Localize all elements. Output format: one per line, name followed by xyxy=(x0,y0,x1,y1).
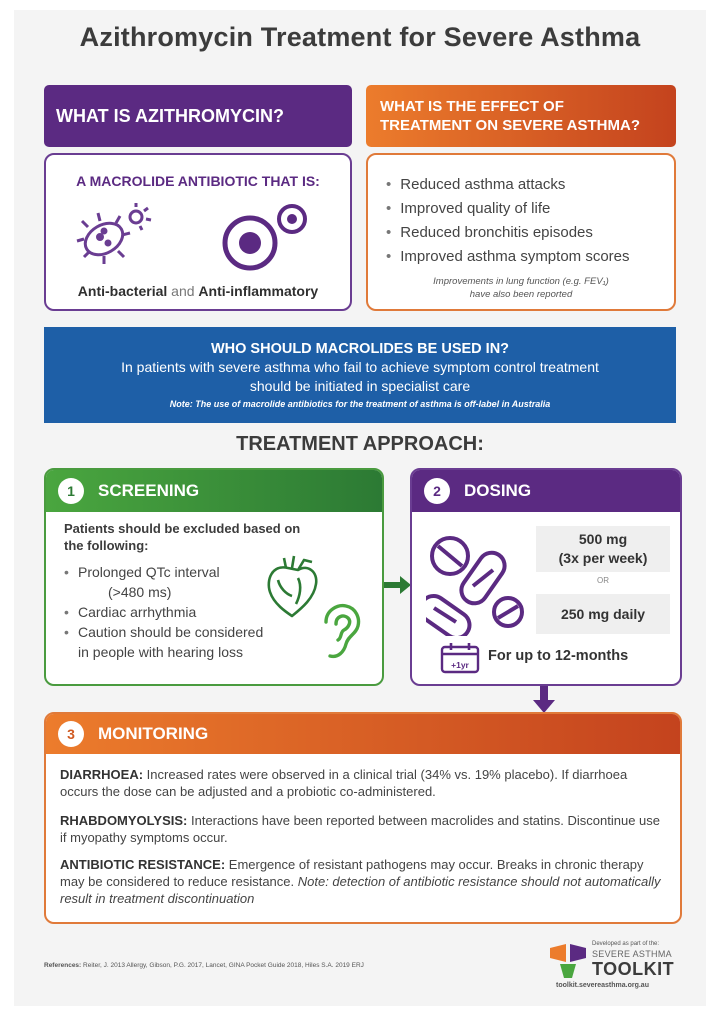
logo-brand-line1: SEVERE ASTHMA xyxy=(592,949,672,959)
dosing-title: DOSING xyxy=(464,481,532,500)
page-title: Azithromycin Treatment for Severe Asthma xyxy=(79,22,641,52)
dose-duration: For up to 12-months xyxy=(488,648,629,664)
anti-inflammatory-label: Anti-inflammatory xyxy=(198,283,319,299)
who-banner xyxy=(44,327,676,423)
lung-function-note-line2: have also been reported xyxy=(469,289,573,300)
list-item: • Improved asthma symptom scores xyxy=(386,245,630,269)
who-line2: should be initiated in specialist care xyxy=(249,378,471,394)
or-separator: OR xyxy=(597,576,609,585)
antibiotic-resistance-paragraph xyxy=(60,856,668,907)
step-number-badge: 1 xyxy=(58,478,84,504)
inflammatory-cells-icon xyxy=(216,203,316,273)
bacteria-icon xyxy=(74,201,154,271)
treatment-approach-title: TREATMENT APPROACH: xyxy=(236,433,484,455)
effect-list xyxy=(386,173,630,269)
calendar-label: +1yr xyxy=(451,660,469,670)
effect-heading-line1: WHAT IS THE EFFECT OF xyxy=(380,98,564,115)
effect-heading xyxy=(366,85,676,147)
dose-option-1 xyxy=(536,526,670,572)
toolkit-logo-icon xyxy=(548,942,588,980)
list-item-line2: in people with hearing loss xyxy=(78,644,243,660)
what-is-panel xyxy=(44,153,352,311)
who-title: WHO SHOULD MACROLIDES BE USED IN? xyxy=(210,341,510,357)
references-text: Reiter, J. 2013 Allergy, Gibson, P.G. 2017, Lancet, GINA Pocket Guide 2018, Hiles S.A. 2019 ERJ xyxy=(81,962,364,969)
list-item xyxy=(64,622,263,662)
logo-url: toolkit.severeasthma.org.au xyxy=(556,982,649,989)
pills-icon xyxy=(426,530,530,636)
dosing-panel xyxy=(410,468,682,686)
rhabdomyolysis-label: RHABDOMYOLYSIS: xyxy=(60,813,188,828)
heart-icon xyxy=(262,554,322,618)
arrow-right-icon xyxy=(384,574,412,596)
screening-intro-line1: Patients should be excluded based on xyxy=(64,521,301,536)
lung-function-note xyxy=(368,275,674,301)
diarrhoea-text: Increased rates were observed in a clinical trial (34% vs. 19% placebo). If diarrhoea occurs the dose can be adjusted and a probiotic co-administered. xyxy=(60,767,628,799)
diarrhoea-paragraph xyxy=(60,766,668,800)
effect-panel xyxy=(366,153,676,311)
list-item-detail: (>480 ms) xyxy=(108,584,172,600)
dosing-heading xyxy=(412,470,680,512)
dose-option-2: 250 mg daily xyxy=(536,594,670,634)
list-item-line1: • Caution should be considered xyxy=(78,624,264,640)
diarrhoea-label: DIARRHOEA: xyxy=(60,767,144,782)
effect-heading-line2: TREATMENT ON SEVERE ASTHMA? xyxy=(380,117,641,134)
list-item: • Reduced bronchitis episodes xyxy=(386,221,630,245)
step-number-badge: 3 xyxy=(58,721,84,747)
lung-function-note-line1: Improvements in lung function (e.g. FEV₁) xyxy=(433,276,609,287)
references-label: References: xyxy=(44,962,82,969)
logo-developed-text: Developed as part of the: xyxy=(592,941,660,947)
rhabdomyolysis-text: Interactions have been reported between macrolides and statins. Discontinue use if myopathy symptoms occur. xyxy=(60,813,660,845)
toolkit-logo xyxy=(546,940,686,996)
ear-icon xyxy=(318,602,362,662)
antibiotic-resistance-note: Note: detection of antibiotic resistance should not automatically result in treatment discontinuation xyxy=(60,874,661,906)
what-is-caption xyxy=(46,283,350,299)
antibiotic-resistance-text: Emergence of resistant pathogens may occur. Breaks in chronic therapy may be considered to reduce resistance. xyxy=(60,857,644,889)
screening-title: SCREENING xyxy=(98,481,200,500)
antibiotic-resistance-label: ANTIBIOTIC RESISTANCE: xyxy=(60,857,226,872)
screening-heading xyxy=(46,470,382,512)
dose-option-1-frequency: (3x per week) xyxy=(558,550,648,566)
monitoring-heading xyxy=(46,714,680,754)
what-is-heading xyxy=(44,85,352,147)
rhabdomyolysis-paragraph xyxy=(60,812,668,846)
what-is-subheading: A MACROLIDE ANTIBIOTIC THAT IS: xyxy=(76,173,320,189)
anti-bacterial-label: Anti-bacterial xyxy=(77,283,168,299)
references xyxy=(44,962,364,969)
off-label-note: Note: The use of macrolide antibiotics for the treatment of asthma is off-label in Australia xyxy=(169,399,551,409)
monitoring-title: MONITORING xyxy=(98,724,209,743)
calendar-icon xyxy=(440,642,480,674)
what-is-heading-text: WHAT IS AZITHROMYCIN? xyxy=(56,105,284,126)
screening-panel xyxy=(44,468,384,686)
screening-list xyxy=(64,562,263,662)
logo-brand-line2: TOOLKIT xyxy=(592,959,675,979)
screening-intro xyxy=(64,520,364,554)
screening-intro-line2: the following: xyxy=(64,538,149,553)
step-number-badge: 2 xyxy=(424,478,450,504)
list-item: • Reduced asthma attacks xyxy=(386,173,630,197)
monitoring-panel xyxy=(44,712,682,924)
dose-option-1-amount: 500 mg xyxy=(578,531,628,547)
who-line1: In patients with severe asthma who fail to achieve symptom control treatment xyxy=(121,359,599,375)
arrow-down-icon xyxy=(532,686,556,714)
and-label: and xyxy=(171,283,195,299)
list-item: • Improved quality of life xyxy=(386,197,630,221)
list-item: • Prolonged QTc interval xyxy=(64,562,263,582)
list-item: • Cardiac arrhythmia xyxy=(64,602,263,622)
